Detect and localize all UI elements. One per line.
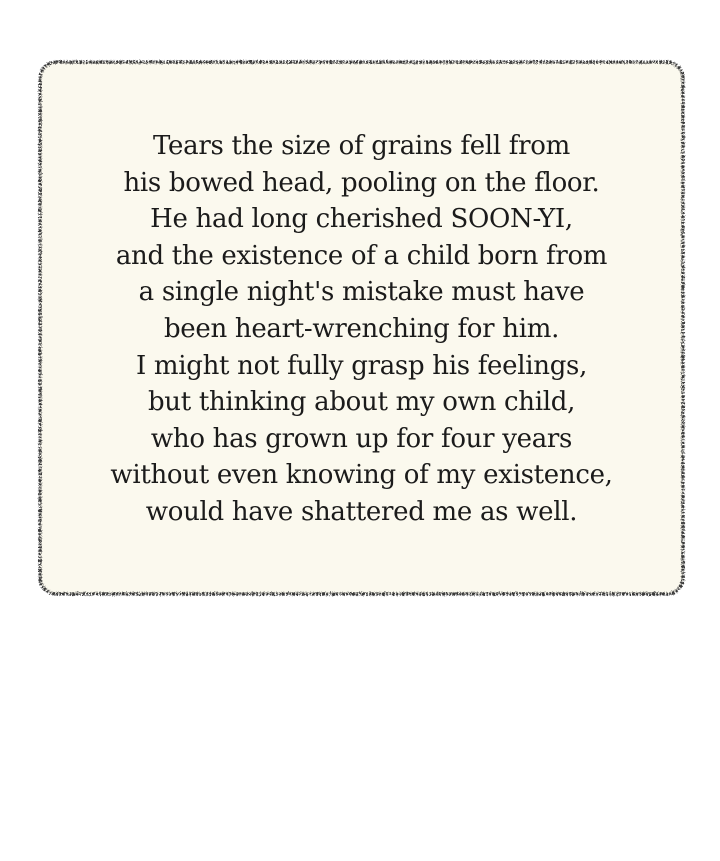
- narration-line: without even knowing of my existence,: [110, 460, 613, 491]
- narration-text: [36, 128, 687, 531]
- narration-line: would have shattered me as well.: [145, 496, 578, 527]
- narration-line: He had long cherished SOON-YI,: [150, 204, 573, 235]
- narration-box: [36, 58, 687, 598]
- narration-line: but thinking about my own child,: [147, 387, 576, 418]
- narration-line: and the existence of a child born from: [115, 240, 608, 271]
- narration-line: Tears the size of grains fell from: [153, 131, 570, 161]
- narration-line: been heart-wrenching for him.: [163, 313, 560, 344]
- narration-line: a single night's mistake must have: [138, 277, 585, 308]
- narration-line: his bowed head, pooling on the floor.: [123, 167, 600, 198]
- narration-line: I might not fully grasp his feelings,: [135, 350, 588, 381]
- narration-line: who has grown up for four years: [150, 423, 573, 454]
